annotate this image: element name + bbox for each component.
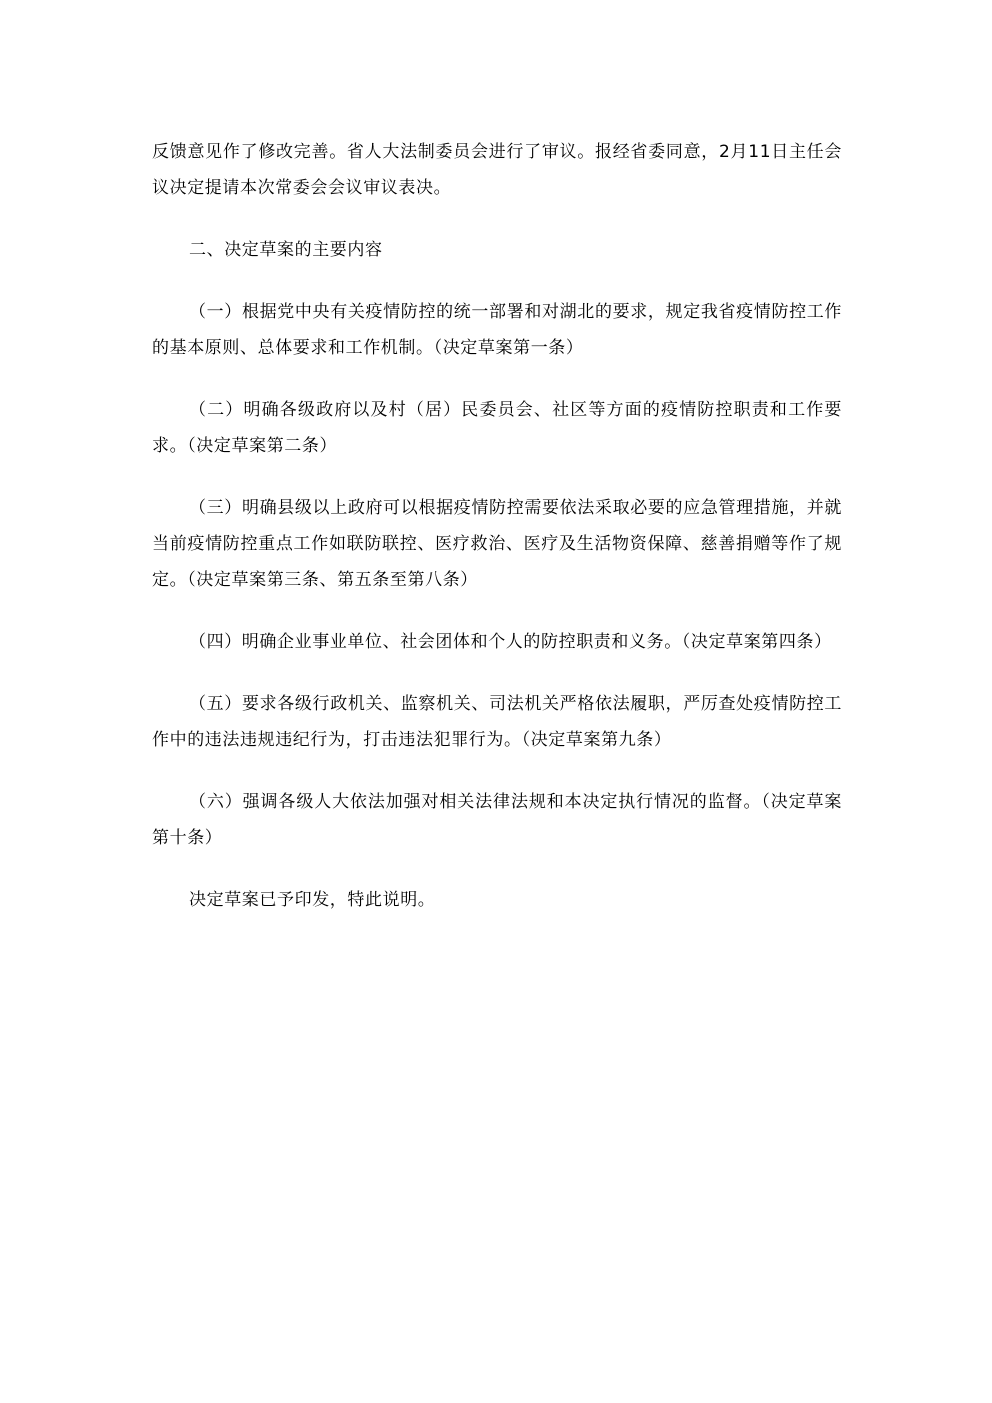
document-body <box>152 134 842 944</box>
section-heading: 二、决定草案的主要内容 <box>189 240 383 260</box>
list-item: （二）明确各级政府以及村（居）民委员会、社区等方面的疫情防控职责和工作要求。（决定草案第二条） <box>152 400 842 456</box>
paragraph-continuation: 反馈意见作了修改完善。省人大法制委员会进行了审议。报经省委同意，2月11日主任会议决定提请本次常委会会议审议表决。 <box>152 142 842 198</box>
list-item: （三）明确县级以上政府可以根据疫情防控需要依法采取必要的应急管理措施，并就当前疫情防控重点工作如联防联控、医疗救治、医疗及生活物资保障、慈善捐赠等作了规定。（决定草案第三条、第五条至第八条） <box>152 498 842 590</box>
list-item: （六）强调各级人大依法加强对相关法律法规和本决定执行情况的监督。（决定草案第十条） <box>152 792 842 848</box>
list-item: （五）要求各级行政机关、监察机关、司法机关严格依法履职，严厉查处疫情防控工作中的违法违规违纪行为，打击违法犯罪行为。（决定草案第九条） <box>152 694 842 750</box>
list-item: （一）根据党中央有关疫情防控的统一部署和对湖北的要求，规定我省疫情防控工作的基本原则、总体要求和工作机制。（决定草案第一条） <box>152 302 842 358</box>
closing-paragraph: 决定草案已予印发，特此说明。 <box>189 890 436 910</box>
list-item: （四）明确企业事业单位、社会团体和个人的防控职责和义务。（决定草案第四条） <box>189 632 832 652</box>
